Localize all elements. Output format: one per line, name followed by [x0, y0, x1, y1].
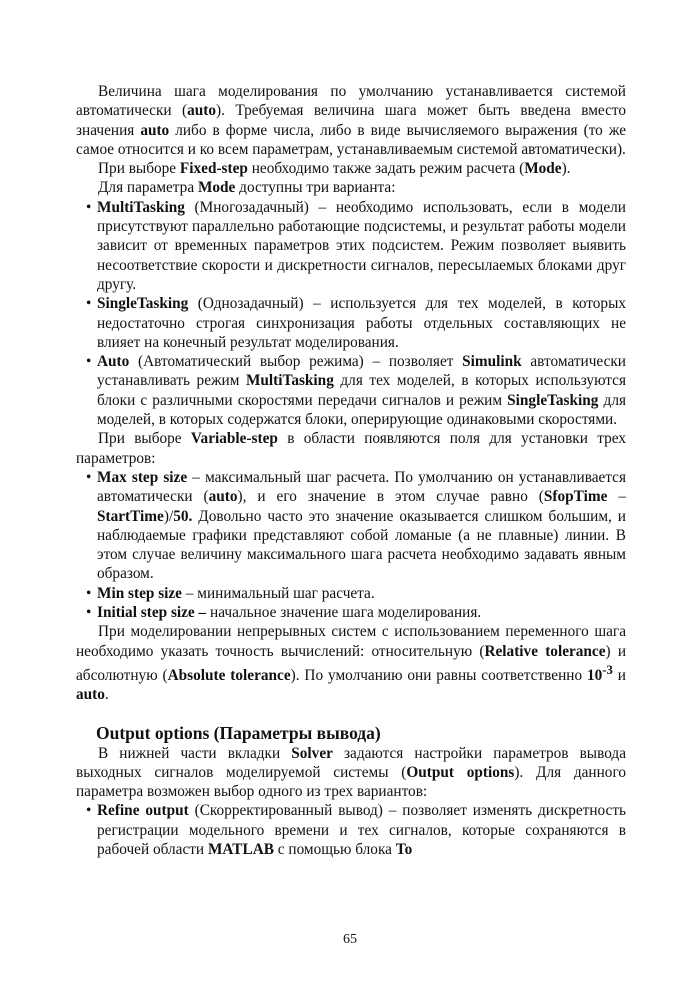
page-body: [76, 82, 626, 859]
list-item-max-step: [76, 468, 626, 584]
text-run: автоматически устанавливать режим: [97, 353, 626, 390]
term-auto: auto: [140, 121, 170, 139]
paragraph-mode-variants: [76, 178, 626, 197]
text-run: Для параметра: [98, 179, 198, 197]
paragraph-fixed-step: [76, 159, 626, 178]
text-run: Довольно часто это значение оказывается слишком большим, и наблюдаемые графики представляют собой ломаные (а не плавные) линии. В этом случае величину максимального шага расчета необходимо задавать явным образом.: [97, 507, 626, 583]
list-item-singletasking: [76, 294, 626, 352]
text-run: для тех моделей, в которых используются блоки с различными скоростями передачи сигналов и режим: [97, 372, 626, 409]
text-run: ) и абсолютную (: [76, 642, 627, 684]
text-run: доступны три варианта:: [235, 179, 396, 197]
text-run: ). По умолчанию они равны соответственно: [290, 667, 587, 684]
term-mode: Mode: [197, 179, 236, 197]
text-run: необходимо также задать режим расчета (: [247, 160, 525, 178]
list-item-refine-output: [76, 801, 626, 859]
text-run: задаются настройки параметров вывода выходных сигналов моделируемой системы (: [76, 744, 626, 781]
term-output-options: Output options: [406, 763, 515, 781]
power-exponent: -3: [602, 662, 613, 677]
power-base: 10: [586, 667, 603, 684]
text-run: – максимальный шаг расчета. По умолчанию он устанавливается автоматически (: [97, 468, 626, 506]
text-run: (Автоматический выбор режима) – позволяет: [129, 353, 463, 371]
term-singletasking: SingleTasking: [507, 391, 599, 409]
mode-list: [76, 198, 626, 430]
term-fixed-step: Fixed-step: [179, 160, 248, 178]
text-run: Величина шага моделирования по умолчанию устанавливается системой автоматически (: [76, 83, 626, 120]
term-auto: auto: [208, 488, 238, 506]
term-multitasking: MultiTasking: [97, 198, 185, 216]
text-run: – минимальный шаг расчета.: [181, 584, 375, 602]
term-multitasking: MultiTasking: [245, 372, 334, 390]
list-item-initial-step: [76, 603, 626, 622]
text-run: ), и его значение в этом случае равно (: [237, 488, 544, 506]
term-ten-power: [586, 662, 613, 684]
term-auto: Auto: [97, 353, 130, 371]
paragraph-variable-step: [76, 429, 626, 468]
term-start-time: StartTime: [97, 507, 164, 525]
text-run: (Скорректированный вывод) – позволяет изменять дискретность регистрации модельного времени и тех сигналов, которые сохраняются в рабочей области: [97, 802, 626, 859]
term-to: To: [395, 841, 413, 859]
term-min-step-size: Min step size: [97, 584, 182, 602]
term-stop-time: SfopTime: [543, 488, 608, 506]
output-list: [76, 801, 626, 859]
text-run: ).: [561, 160, 571, 178]
text-run: (Многозадачный) – необходимо использовать, если в модели присутствуют параллельно работающие подсистемы, и результат работы модели зависит от временных параметров этих подсистем. Режим позволяет выявить несоответствие скорости и дискретности сигналов, пересылаемых блоками друг другу.: [97, 198, 626, 293]
text-run: с помощью блока: [273, 841, 396, 859]
term-refine-output: Refine output: [97, 802, 189, 820]
text-run: (Однозадачный) – используется для тех моделей, в которых недостаточно строгая синхронизация работы отдельных составляющих не влияет на конечный результат моделирования.: [97, 295, 626, 351]
list-item-min-step: [76, 584, 626, 603]
term-simulink: Simulink: [462, 353, 522, 371]
text-run: ). Требуемая величина шага может быть введена вместо значения: [76, 102, 626, 139]
paragraph-step-default: [76, 82, 626, 159]
text-run: При выборе: [98, 430, 191, 448]
text-run: ). Для данного параметра возможен выбор одного из трех вариантов:: [76, 763, 626, 801]
step-list: [76, 468, 626, 622]
text-run: либо в форме числа, либо в виде вычисляемого выражения (то же самое относится и ко всем параметрам, устанавливаемым системой автоматически).: [76, 121, 626, 158]
paragraph-tolerance: [76, 622, 626, 704]
term-matlab: MATLAB: [207, 841, 274, 859]
term-initial-step-size: Initial step size –: [97, 604, 207, 622]
page-number: 65: [343, 932, 357, 947]
term-mode: Mode: [524, 160, 562, 178]
term-max-step-size: Max step size: [97, 468, 188, 486]
list-item-auto: [76, 352, 626, 429]
text-run: в области появляются поля для установки трех параметров:: [76, 430, 626, 467]
term-relative-tolerance: Relative tolerance: [484, 642, 606, 660]
text-run: При выборе: [98, 160, 180, 178]
text-run: В нижней части вкладки: [98, 744, 292, 762]
paragraph-output-options: [76, 744, 626, 802]
text-run: .: [104, 686, 109, 704]
term-auto: auto: [76, 686, 105, 704]
term-auto: auto: [187, 102, 217, 120]
text-run: и: [612, 667, 626, 684]
term-fifty: 50.: [173, 507, 193, 525]
list-item-multitasking: [76, 198, 626, 294]
term-absolute-tolerance: Absolute tolerance: [167, 667, 291, 684]
text-run: начальное значение шага моделирования.: [206, 604, 482, 622]
term-variable-step: Variable-step: [190, 430, 278, 448]
term-singletasking: SingleTasking: [97, 295, 189, 313]
text-run: –: [607, 488, 626, 506]
text-run: для моделей, в которых содержатся блоки, оперирующие одинаковыми скоростями.: [97, 391, 626, 429]
text-run: При моделировании непрерывных систем с использованием переменного шага необходимо указать точность вычислений: относительную (: [76, 623, 626, 660]
term-solver: Solver: [291, 744, 333, 762]
section-title: Output options (Параметры вывода): [96, 722, 381, 743]
text-run: )/: [163, 507, 174, 525]
